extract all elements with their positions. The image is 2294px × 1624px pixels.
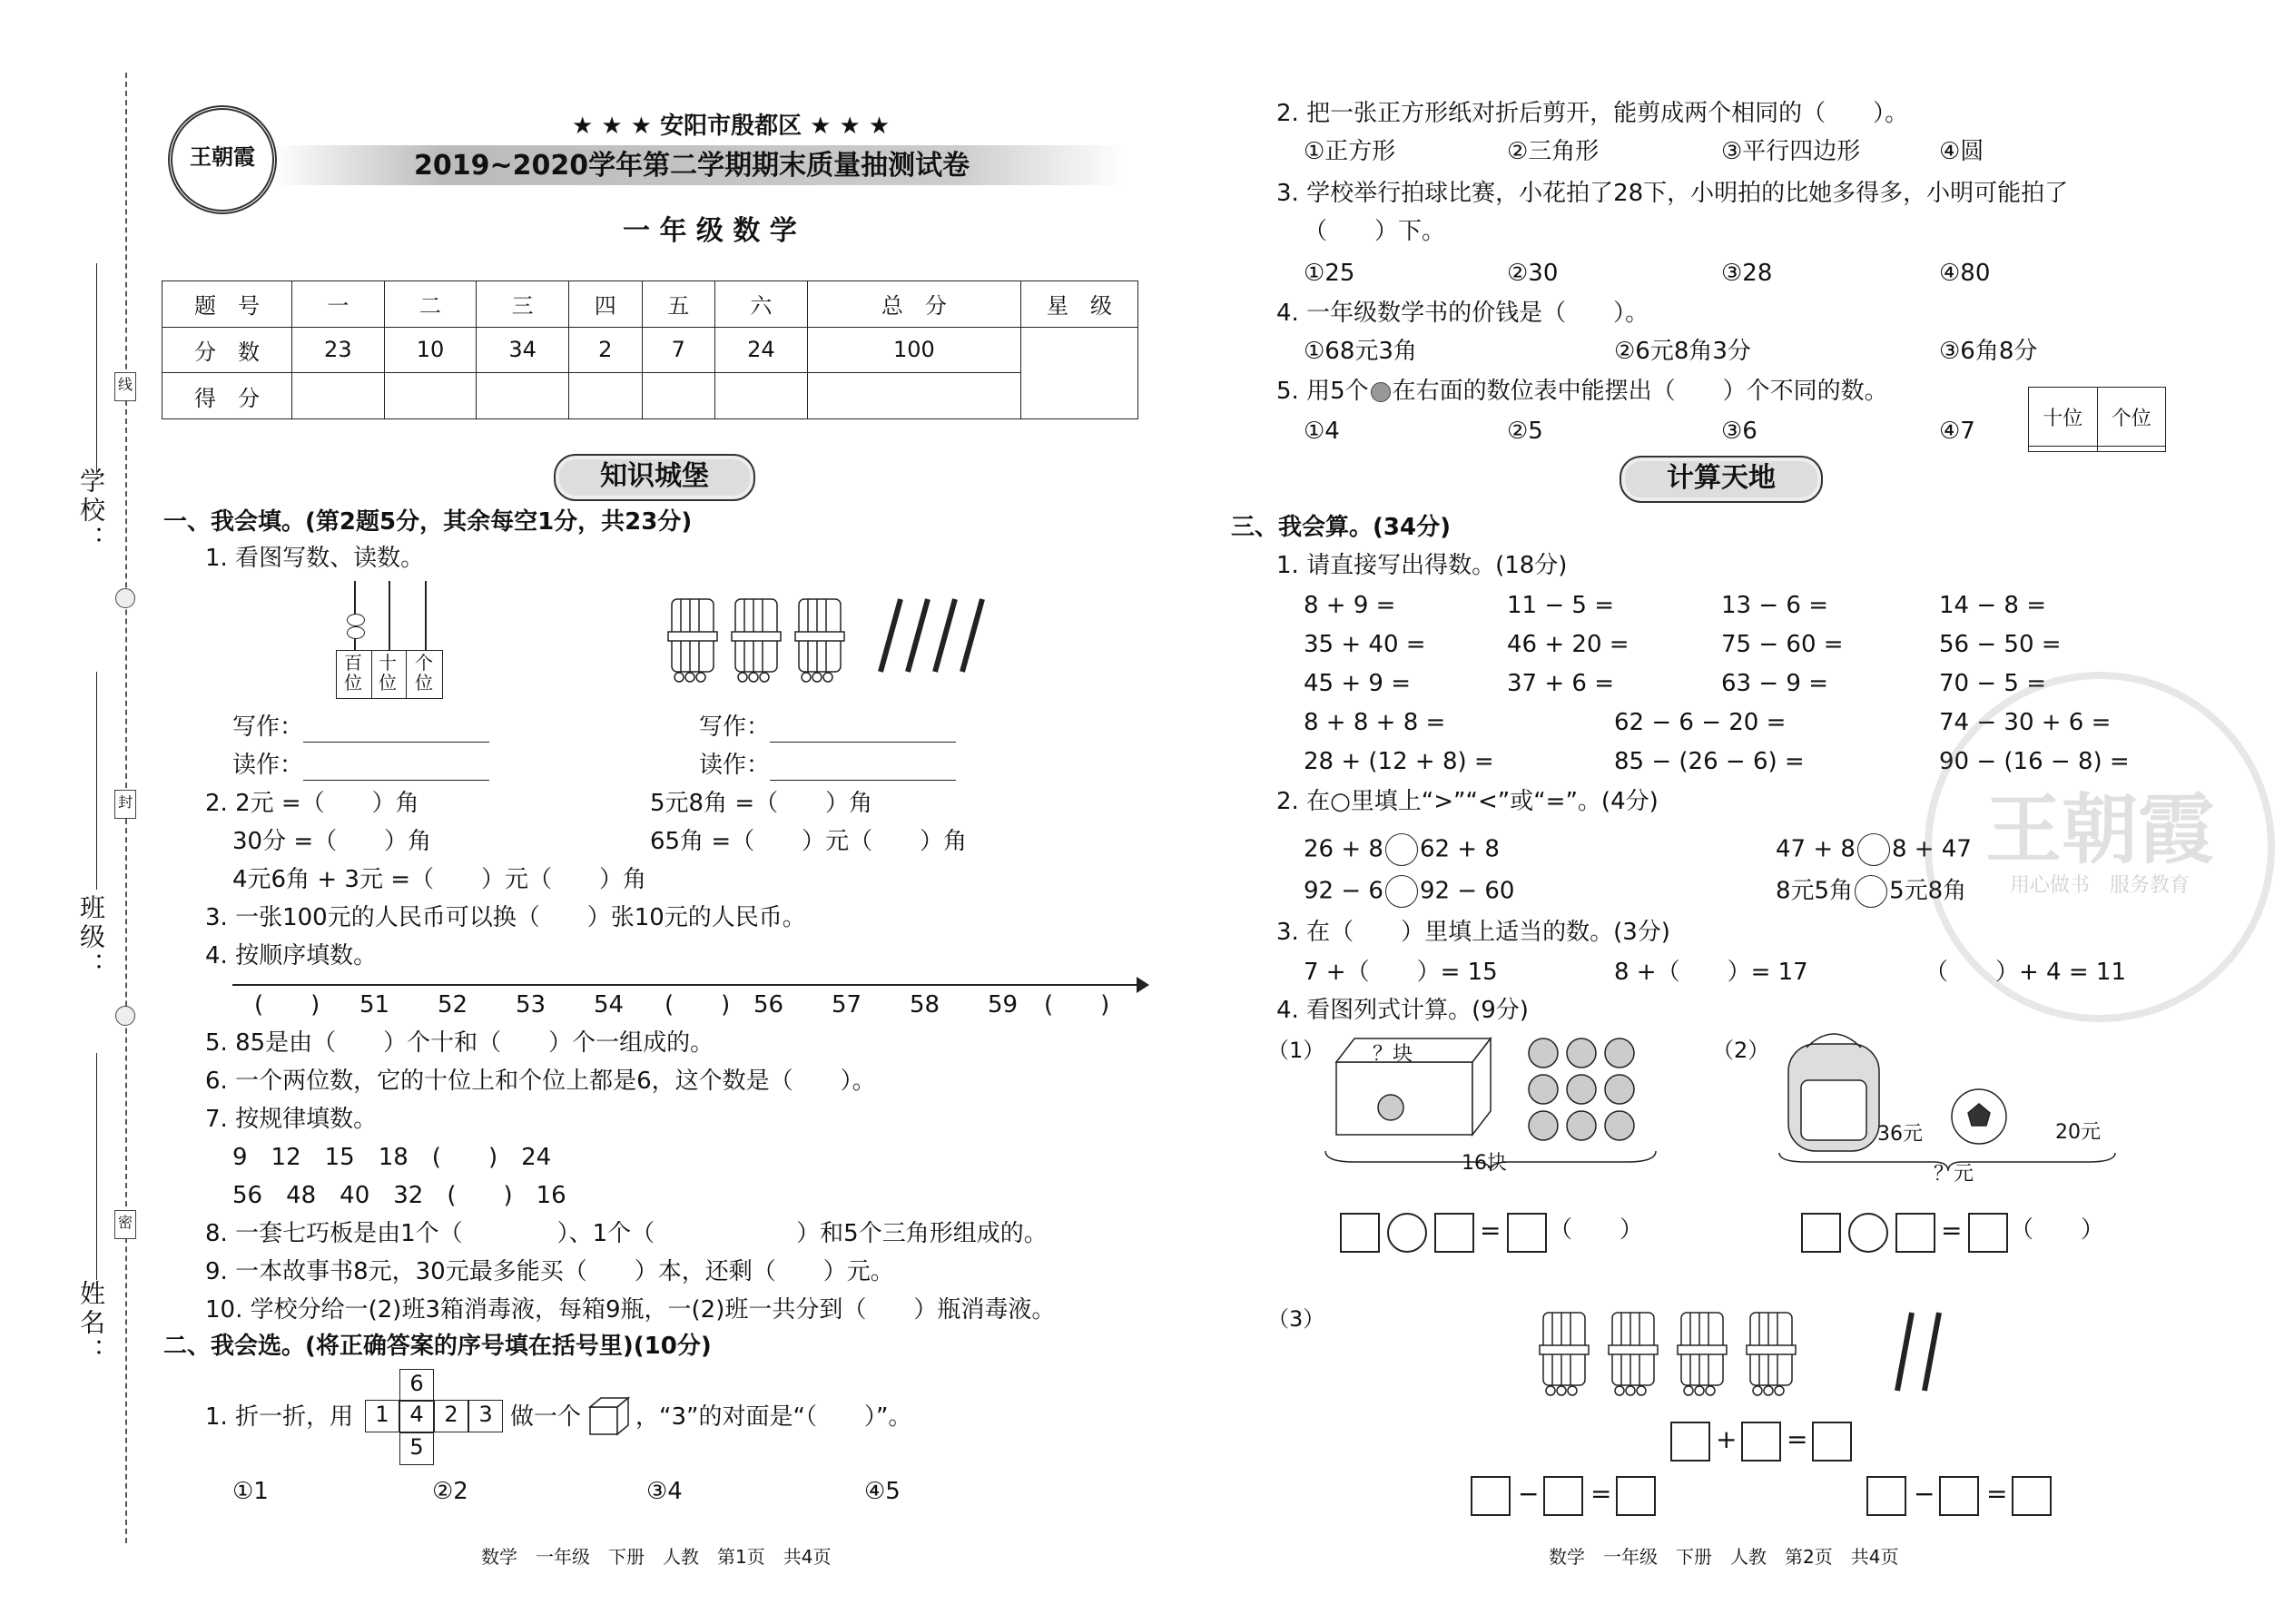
section-knowledge: 知识城堡 (554, 454, 755, 501)
net-cell: 2 (434, 1400, 468, 1432)
scissors-icon (115, 588, 135, 608)
write-blank[interactable] (303, 718, 489, 743)
calc-item: 8 + 8 + 8 = (1304, 709, 1446, 736)
numline-value: 51 (359, 991, 390, 1019)
abacus-rod (425, 581, 427, 650)
q1-text: 1. 看图写数、读数。 (205, 545, 425, 572)
option[interactable]: ②2 (432, 1478, 468, 1505)
net-cell: 1 (365, 1400, 399, 1432)
operator-circle[interactable] (1387, 1213, 1427, 1253)
numline-blank[interactable]: ( ) (1044, 991, 1110, 1019)
numline-value: 54 (594, 991, 625, 1019)
score-cell[interactable] (292, 373, 385, 419)
stick-bundle (732, 599, 781, 682)
p2q5-pre: 5. 用5个 (1276, 378, 1369, 405)
p3q1: 1. 请直接写出得数。(18分) (1276, 552, 1568, 579)
table-row: 得 分 (162, 373, 1138, 419)
calc-item: 62 − 6 − 20 = (1614, 709, 1787, 736)
option[interactable]: ③平行四边形 (1721, 138, 1861, 165)
unit-paren[interactable]: （ ） (1549, 1216, 1644, 1244)
logo-text: 王朝霞 (190, 143, 255, 170)
calc-item: 63 − 9 = (1721, 670, 1828, 697)
answer-box[interactable] (1939, 1476, 1979, 1516)
answer-box[interactable] (1340, 1213, 1380, 1253)
calc-item: 11 − 5 = (1507, 592, 1614, 619)
school-label: 学校： (76, 468, 106, 555)
score-cell[interactable] (807, 373, 1020, 419)
table-row: 题 号 一 二 三 四 五 六 总 分 星 级 (162, 281, 1138, 328)
exam-title: 2019~2020学年第二学期期末质量抽测试卷 (414, 150, 970, 182)
q5: 5. 85是由（ ）个十和（ ）个一组成的。 (205, 1029, 714, 1057)
q9: 9. 一本故事书8元，30元最多能买（ ）本，还剩（ ）元。 (205, 1258, 894, 1285)
option[interactable]: ①正方形 (1304, 138, 1396, 165)
compare-left: 26 + 8 (1304, 835, 1383, 863)
price-label: 20元 (2055, 1121, 2101, 1144)
numline-blank[interactable]: ( ) (665, 991, 731, 1019)
p2q3: 3. 学校举行拍球比赛，小花拍了28下，小明拍的比她多得多，小明可能拍了 (1276, 180, 2069, 207)
compare-circle[interactable] (1857, 833, 1890, 866)
p3q2: 2. 在○里填上“>”“<”或“=”。(4分) (1276, 788, 1659, 815)
stick-bundles-image (1534, 1300, 1988, 1409)
price-label: 36元 (1877, 1123, 1923, 1146)
equals-sign: = (1941, 1216, 1963, 1245)
abacus-base (336, 650, 443, 699)
bag-and-ball-image (1770, 1026, 2133, 1171)
abacus-label: 个位 (415, 652, 433, 694)
answer-box[interactable] (1543, 1476, 1583, 1516)
stick-bundle (1540, 1313, 1589, 1395)
p2q1-pre: 1. 折一折，用 (205, 1403, 354, 1431)
compare-left: 8元5角 (1776, 877, 1854, 905)
compare-circle[interactable] (1855, 875, 1887, 908)
read-blank[interactable] (303, 756, 489, 781)
option[interactable]: ④5 (864, 1478, 901, 1505)
answer-box[interactable] (1434, 1213, 1474, 1253)
q7: 7. 按规律填数。 (205, 1106, 378, 1133)
net-cell: 5 (399, 1432, 434, 1465)
calc-item: 45 + 9 = (1304, 670, 1411, 697)
calc-item: 13 − 6 = (1721, 592, 1828, 619)
answer-box[interactable] (1616, 1476, 1656, 1516)
calc-item: 75 − 60 = (1721, 631, 1844, 658)
calc-item: 37 + 6 = (1507, 670, 1614, 697)
watermark-slogan: 用心做书 服务教育 (2009, 874, 2190, 897)
cube-icon (588, 1396, 632, 1436)
class-label: 班级： (76, 894, 106, 981)
single-sticks (1897, 1313, 1939, 1391)
score-cell[interactable] (477, 373, 569, 419)
calc-item: 35 + 40 = (1304, 631, 1426, 658)
answer-box[interactable] (1968, 1213, 2008, 1253)
p2q1-post: 做一个 (510, 1403, 582, 1431)
total-label: 16块 (1462, 1152, 1507, 1175)
operator-circle[interactable] (1848, 1213, 1888, 1253)
watermark (1925, 672, 2275, 1022)
single-sticks (881, 599, 982, 672)
minus-sign: − (1518, 1479, 1540, 1509)
q2d: 65角 =（ ）元（ ）角 (650, 828, 968, 855)
total-label: ？元 (1934, 1163, 1974, 1186)
mark-mi: 密 (114, 1210, 136, 1239)
p2q5 (1276, 376, 1888, 407)
net-cell: 6 (399, 1369, 434, 1402)
numline-value: 56 (753, 991, 784, 1019)
write-row-2 (699, 712, 956, 743)
option[interactable]: ④圆 (1939, 138, 1984, 165)
mark-line: 线 (114, 372, 136, 401)
equals-sign: = (1590, 1479, 1612, 1509)
abacus-label: 百位 (344, 652, 362, 694)
net-cell: 3 (468, 1400, 503, 1432)
option[interactable]: ①1 (232, 1478, 269, 1505)
place-cell[interactable] (2029, 447, 2098, 452)
q2b: 5元8角 =（ ）角 (650, 790, 873, 817)
numline-value: 57 (832, 991, 862, 1019)
option[interactable]: ③4 (646, 1478, 683, 1505)
option[interactable]: ③6角8分 (1939, 338, 2038, 365)
abacus-bead (347, 626, 365, 639)
numline-value: 59 (988, 991, 1019, 1019)
compare-right: 92 − 60 (1419, 877, 1515, 905)
option[interactable]: ②5 (1507, 418, 1543, 445)
number-line (232, 984, 1144, 986)
box-label: ？块 (1373, 1043, 1413, 1066)
p3q3: 3. 在（ ）里填上适当的数。(3分) (1276, 919, 1670, 946)
place-header: 十位 (2029, 388, 2098, 447)
compare-right: 8 + 47 (1891, 835, 1972, 863)
equals-sign: = (1986, 1479, 2008, 1509)
stick-bundle (1609, 1313, 1658, 1395)
score-table (162, 281, 1138, 419)
answer-box[interactable] (2012, 1476, 2052, 1516)
abacus-label: 十位 (379, 652, 397, 694)
q3: 3. 一张100元的人民币可以换（ ）张10元的人民币。 (205, 904, 806, 931)
compare-item (1304, 875, 1514, 908)
score-cell[interactable] (715, 373, 808, 419)
equals-sign: = (1480, 1216, 1501, 1245)
logo (168, 105, 277, 214)
fill-item: 8 +（ ）= 17 (1614, 959, 1808, 986)
option[interactable]: ③28 (1721, 260, 1773, 287)
compare-right: 5元8角 (1889, 877, 1967, 905)
option[interactable]: ①25 (1304, 260, 1355, 287)
abacus-divider (371, 651, 372, 698)
write-row-1 (232, 712, 489, 743)
name-label: 姓名： (76, 1280, 106, 1367)
numline-value: 53 (516, 991, 546, 1019)
abacus-bead (347, 614, 365, 626)
read-blank[interactable] (770, 756, 956, 781)
q6: 6. 一个两位数，它的十位上和个位上都是6，这个数是（ ）。 (205, 1068, 876, 1095)
place-value-table (2028, 387, 2166, 452)
compare-circle[interactable] (1385, 833, 1418, 866)
compare-left: 47 + 8 (1776, 835, 1856, 863)
minus-sign: − (1914, 1479, 1935, 1509)
score-cell[interactable] (384, 373, 477, 419)
read-label: 读作： (699, 752, 771, 779)
footer-right: 数学 一年级 下册 人教 第2页 共4页 (1549, 1546, 1899, 1568)
school-line (96, 263, 97, 472)
write-blank[interactable] (770, 718, 956, 743)
calc-item: 85 − (26 − 6) = (1614, 748, 1805, 775)
compare-left: 92 − 6 (1304, 877, 1383, 905)
q10: 10. 学校分给一(2)班3箱消毒液，每箱9瓶，一(2)班一共分到（ ）瓶消毒液。 (205, 1296, 1056, 1324)
q7b: 56 48 40 32 ( ) 16 (232, 1182, 566, 1209)
answer-box[interactable] (1895, 1213, 1935, 1253)
numline-blank[interactable]: ( ) (254, 991, 320, 1019)
write-label: 写作： (232, 714, 304, 741)
read-label: 读作： (232, 752, 304, 779)
compare-item (1304, 833, 1500, 866)
option[interactable]: ①68元3角 (1304, 338, 1417, 365)
answer-box[interactable] (1471, 1476, 1511, 1516)
calc-item: 14 − 8 = (1939, 592, 2046, 619)
part1-title: 一、我会填。(第2题5分，其余每空1分，共23分) (163, 508, 693, 536)
p2q2: 2. 把一张正方形纸对折后剪开，能剪成两个相同的（ ）。 (1276, 100, 1909, 127)
footer-left: 数学 一年级 下册 人教 第1页 共4页 (481, 1546, 832, 1568)
plus-sign: + (1716, 1424, 1738, 1454)
answer-box[interactable] (1507, 1213, 1547, 1253)
box-and-cookies-image (1318, 1026, 1663, 1171)
stick-bundle (1747, 1313, 1796, 1395)
calc-item: 8 + 9 = (1304, 592, 1396, 619)
p2q4: 4. 一年级数学书的价钱是（ ）。 (1276, 300, 1649, 327)
option[interactable]: ②三角形 (1507, 138, 1600, 165)
option[interactable]: ②30 (1507, 260, 1559, 287)
read-row-2 (699, 750, 956, 781)
calc-item: 70 − 5 = (1939, 670, 2046, 697)
unit-paren[interactable]: （ ） (2010, 1216, 2105, 1244)
part2-title: 二、我会选。(将正确答案的序号填在括号里)(10分) (163, 1333, 712, 1360)
q4: 4. 按顺序填数。 (205, 942, 378, 969)
name-line (96, 1053, 97, 1280)
answer-box[interactable] (1866, 1476, 1906, 1516)
scissors-icon (115, 1006, 135, 1026)
option[interactable]: ③6 (1721, 418, 1757, 445)
q2c: 30分 =（ ）角 (232, 828, 432, 855)
calc-item: 28 + (12 + 8) = (1304, 748, 1494, 775)
arrow-right-icon (1137, 977, 1149, 993)
score-cell[interactable] (568, 373, 642, 419)
q2e: 4元6角 + 3元 =（ ）元（ ）角 (232, 866, 646, 893)
net-cell: 4 (399, 1400, 434, 1432)
p3q4: 4. 看图列式计算。(9分) (1276, 997, 1529, 1024)
problem-label: （2） (1712, 1038, 1770, 1063)
stick-bundle (1678, 1313, 1727, 1395)
bead-icon (1371, 382, 1391, 402)
write-label: 写作： (699, 714, 771, 741)
star-cell[interactable] (1021, 327, 1138, 418)
answer-box[interactable] (1812, 1422, 1852, 1462)
mark-seal: 封 (114, 790, 136, 819)
calc-item: 74 − 30 + 6 = (1939, 709, 2112, 736)
abacus-rod (389, 581, 390, 650)
p2q3b: （ ）下。 (1304, 218, 1446, 245)
p2q5-post: 在右面的数位表中能摆出（ ）个不同的数。 (1392, 378, 1888, 405)
numline-value: 52 (438, 991, 468, 1019)
option[interactable]: ②6元8角3分 (1614, 338, 1751, 365)
section-calc: 计算天地 (1620, 456, 1823, 503)
place-header: 个位 (2097, 388, 2166, 447)
q8: 8. 一套七巧板是由1个（ ）、1个（ ）和5个三角形组成的。 (205, 1220, 1048, 1247)
calc-item: 46 + 20 = (1507, 631, 1629, 658)
watermark-brand: 王朝霞 (1984, 784, 2214, 874)
problem-label: （1） (1267, 1038, 1325, 1063)
stick-bundle (795, 599, 844, 682)
option[interactable]: ④7 (1939, 418, 1975, 445)
score-cell[interactable] (642, 373, 715, 419)
stick-bundle (668, 599, 717, 682)
answer-box[interactable] (1741, 1422, 1781, 1462)
q7a: 9 12 15 18 ( ) 24 (232, 1144, 552, 1171)
option[interactable]: ①4 (1304, 418, 1340, 445)
compare-right: 62 + 8 (1419, 835, 1500, 863)
region-title: ★ ★ ★ 安阳市殷都区 ★ ★ ★ (572, 113, 891, 140)
place-cell[interactable] (2097, 447, 2166, 452)
stick-bundles-image (663, 581, 1008, 690)
abacus-divider (406, 651, 407, 698)
answer-box[interactable] (1801, 1213, 1841, 1253)
numline-value: 58 (910, 991, 940, 1019)
table-row: 分 数 23 10 34 2 7 24 100 (162, 327, 1138, 373)
calc-item: 90 − (16 − 8) = (1939, 748, 2130, 775)
answer-box[interactable] (1670, 1422, 1710, 1462)
subject-title: 一 年 级 数 学 (623, 215, 797, 247)
p2q1-end: ，“3”的对面是“（ ）”。 (635, 1403, 912, 1431)
option[interactable]: ④80 (1939, 260, 1991, 287)
read-row-1 (232, 750, 489, 781)
fill-item: （ ）+ 4 = 11 (1925, 959, 2126, 986)
class-line (96, 672, 97, 890)
compare-circle[interactable] (1385, 875, 1418, 908)
q2a: 2. 2元 =（ ）角 (205, 790, 419, 817)
problem-label: （3） (1267, 1306, 1325, 1332)
fill-item: 7 +（ ）= 15 (1304, 959, 1498, 986)
calc-item: 56 − 50 = (1939, 631, 2062, 658)
part3-title: 三、我会算。(34分) (1231, 514, 1451, 541)
equals-sign: = (1787, 1424, 1808, 1454)
